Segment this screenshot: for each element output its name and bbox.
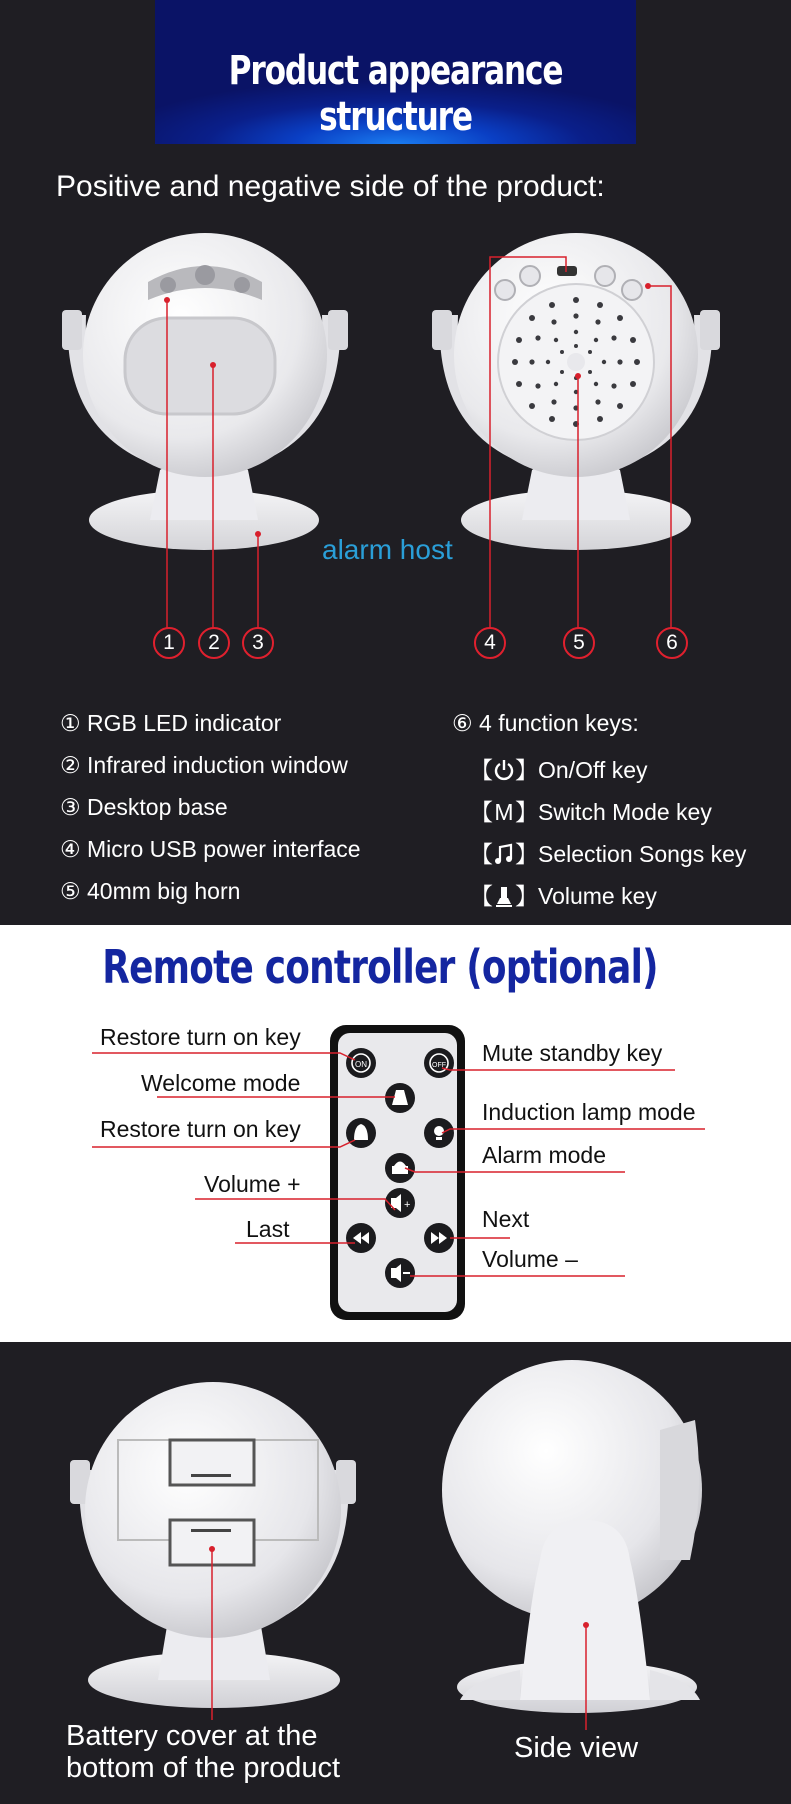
battery-cover-caption-line-2: bottom of the product xyxy=(66,1752,341,1784)
label-restore-turn-on-key-1: Restore turn on key xyxy=(100,1024,301,1050)
page-title: Product appearance structure xyxy=(228,48,563,140)
section-subtitle: Positive and negative side of the product: xyxy=(56,170,605,203)
label-next: Next xyxy=(482,1206,530,1232)
battery-view-product xyxy=(70,1382,356,1708)
spec-infrared-window: ② Infrared induction window xyxy=(60,752,348,778)
alarm-host-label: alarm host xyxy=(322,534,453,565)
spec-big-horn: ⑤ 40mm big horn xyxy=(60,878,241,904)
remote-section-title: Remote controller (optional) xyxy=(102,940,658,994)
mode-key-icon: M xyxy=(494,799,514,825)
remote-off-text: OFF xyxy=(432,1062,446,1069)
label-mute-standby-key: Mute standby key xyxy=(482,1040,663,1066)
bracket-close: 】 xyxy=(515,841,538,867)
bracket-close: 】 xyxy=(515,883,538,909)
callout-number-5: 5 xyxy=(563,627,595,659)
power-key-label: On/Off key xyxy=(538,757,648,783)
callout-number-6: 6 xyxy=(656,627,688,659)
mode-key-label: Switch Mode key xyxy=(538,799,712,825)
callout-number-3: 3 xyxy=(242,627,274,659)
bracket-close: 】 xyxy=(515,799,538,825)
label-volume-plus: Volume + xyxy=(204,1171,301,1197)
bracket-open: 【 xyxy=(470,883,493,909)
bracket-open: 【 xyxy=(470,757,493,783)
battery-cover-caption xyxy=(66,1720,340,1784)
callout-number-2: 2 xyxy=(198,627,230,659)
label-induction-lamp-mode: Induction lamp mode xyxy=(482,1099,696,1125)
battery-cover-caption-line-1: Battery cover at the xyxy=(66,1720,318,1752)
remote-on-text: ON xyxy=(355,1060,367,1069)
label-alarm-mode: Alarm mode xyxy=(482,1142,606,1168)
label-volume-minus: Volume – xyxy=(482,1246,578,1272)
callout-number-1: 1 xyxy=(153,627,185,659)
spec-rgb-led: ① RGB LED indicator xyxy=(60,710,282,736)
songs-key-label: Selection Songs key xyxy=(538,841,747,867)
svg-text:+: + xyxy=(404,1199,411,1211)
bracket-open: 【 xyxy=(470,841,493,867)
spec-function-keys-title: ⑥ 4 function keys: xyxy=(452,710,639,736)
side-view-product xyxy=(442,1360,702,1713)
label-restore-turn-on-key-2: Restore turn on key xyxy=(100,1116,301,1142)
bracket-open: 【 xyxy=(470,799,493,825)
side-view-caption: Side view xyxy=(514,1732,639,1764)
volume-key-label: Volume key xyxy=(538,883,657,909)
label-welcome-mode: Welcome mode xyxy=(141,1070,301,1096)
spec-micro-usb: ④ Micro USB power interface xyxy=(60,836,361,862)
callout-number-4: 4 xyxy=(474,627,506,659)
spec-desktop-base: ③ Desktop base xyxy=(60,794,228,820)
bracket-close: 】 xyxy=(515,757,538,783)
label-last: Last xyxy=(246,1216,290,1242)
